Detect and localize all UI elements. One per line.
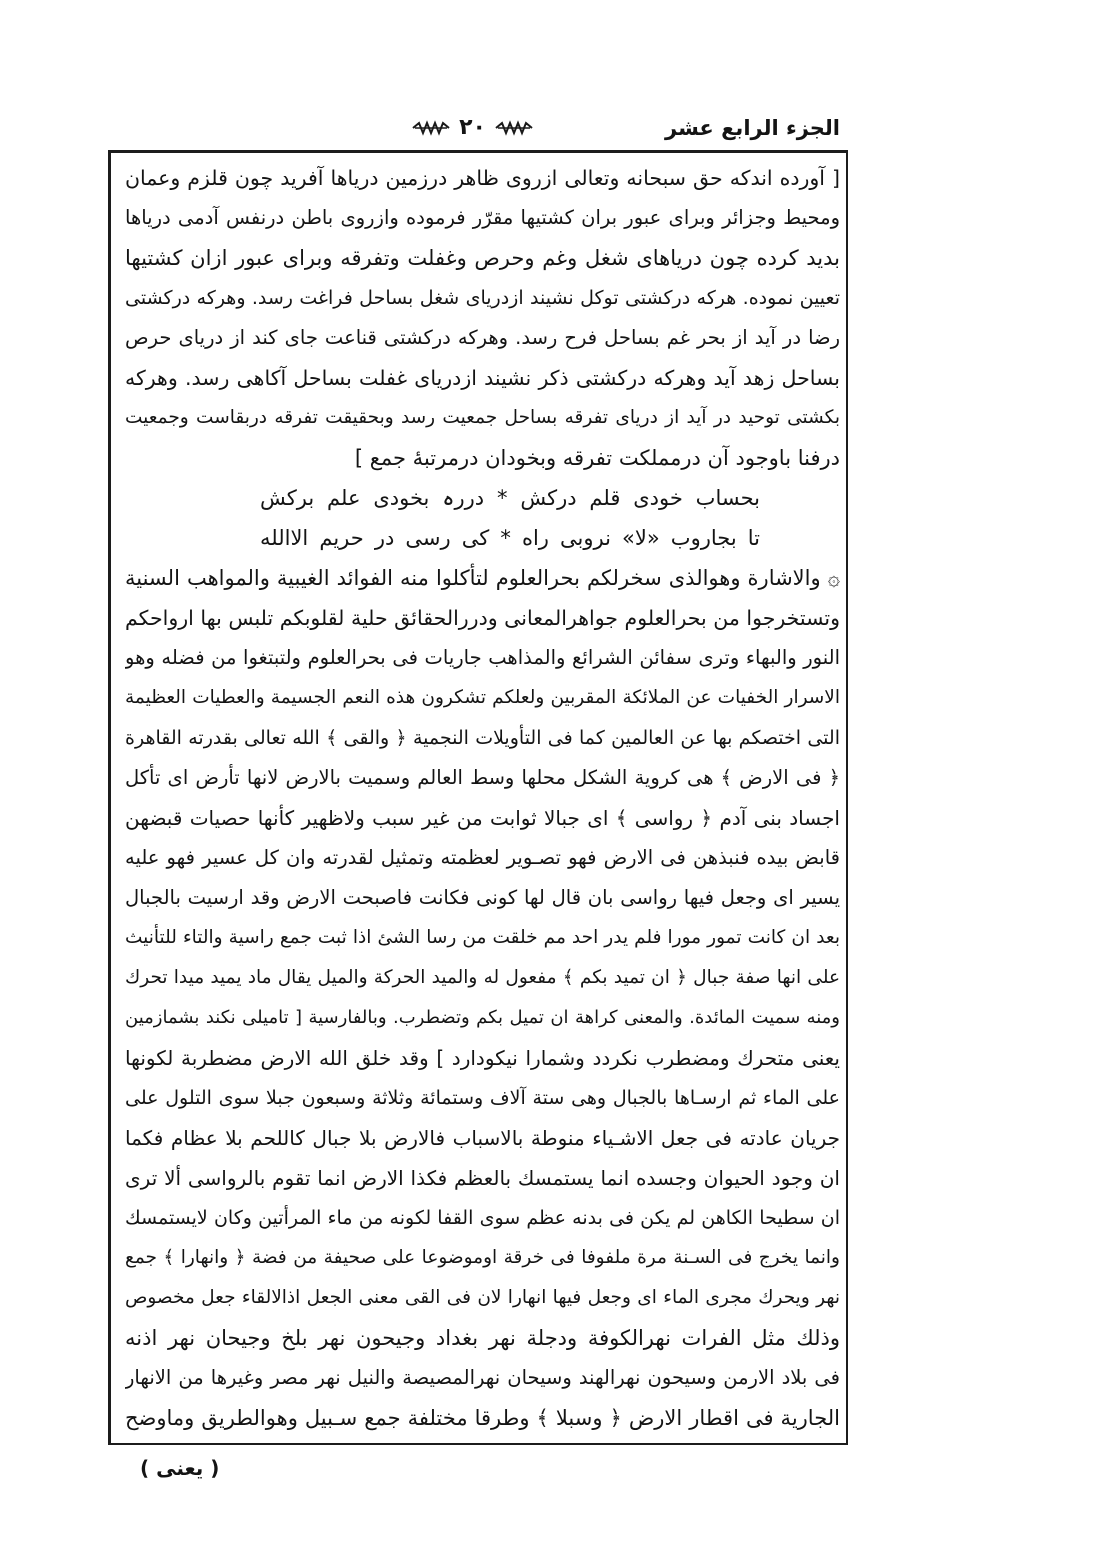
text-line: ان وجود الحيوان وجسده انما يستمسك بالعظم فكذا الارض انما تقوم بالرواسى ألا ترى	[125, 1166, 840, 1190]
text-line: الجارية فى اقطار الارض ﴿ وسبلا ﴾ وطرقا مختلفة جمع سـبيل وهوالطريق وماوضح	[125, 1406, 840, 1430]
verse-line: تا بجاروب «لا» نروبى راه * كى رسى در حريم الاالله	[260, 526, 760, 550]
text-block	[125, 158, 840, 1438]
text-line: وانما يخرج فى السـنة مرة ملفوفا فى خرقة اوموضوعا على صحيفة من فضة ﴿ وانهارا ﴾ جمع	[125, 1247, 840, 1268]
text-line: اجساد بنى آدم ﴿ رواسى ﴾ اى جبالا ثوابت من غير سبب ولاظهير كأنها حصيات قبضهن	[125, 806, 840, 830]
text-line: يسير اى وجعل فيها رواسى بان قال لها كونى فكانت فاصبحت الارض وقد ارسيت بالجبال	[125, 886, 840, 909]
text-line: رضا در آيد از بحر غم بساحل فرح رسد. وهركه دركشتى قناعت جاى كند از درياى حرص	[125, 326, 840, 349]
ornament-right-icon	[494, 120, 534, 136]
text-line: ﴿ فى الارض ﴾ هى كروية الشكل محلها وسط العالم وسميت بالارض لانها تأرض اى تأكل	[125, 766, 840, 789]
ornament-left-icon	[411, 120, 451, 136]
text-line: جريان عادته فى جعل الاشـياء منوطة بالاسباب فالارض بلا جبال كاللحم بلا عظام فكما	[125, 1126, 840, 1150]
text-line: بساحل زهد آيد وهركه دركشتى ذكر نشيند ازدرياى غفلت بساحل آكاهى رسد. وهركه	[125, 366, 840, 390]
text-line: تعيين نموده. هركه دركشتى توكل نشيند ازدرياى شغل بساحل فراغت رسد. وهركه دركشتى	[125, 287, 840, 309]
text-line: ومحيط وجزائر وبراى عبور بران كشتيها مقرّر فرموده وازروى باطن درنفس آدمى درياها	[125, 206, 840, 229]
text-line: الاسرار الخفيات عن الملائكة المقربين ولعلكم تشكرون هذه النعم الجسيمة والعطيات العظيمة	[125, 687, 840, 708]
text-line: على الماء ثم ارسـاها بالجبال وهى ستة آلاف وستمائة وثلاثة وسبعون جبلا سوى التلول على	[125, 1087, 840, 1109]
text-line: يعنى متحرك ومضطرب نكردد وشمارا نيكودارد ] وقد خلق الله الارض مضطربة لكونها	[125, 1046, 840, 1070]
text-line: على انها صفة جبال ﴿ ان تميد بكم ﴾ مفعول له والميد الحركة والميل يقال ماد يميد ميدا تحرك	[125, 967, 840, 988]
text-line: ومنه سميت المائدة. والمعنى كراهة ان تميل بكم وتضطرب. وبالفارسية [ تاميلى نكند بشمازمين	[125, 1007, 840, 1028]
page-number: ٢٠	[459, 115, 486, 140]
text-line: بعد ان كانت تمور مورا فلم يدر احد مم خلقت من رسا الشئ اذا ثبت جمع راسية والتاء للتأنيث	[125, 927, 840, 948]
running-title: الجزء الرابع عشر	[665, 116, 840, 140]
text-line: فى بلاد الارمن وسيحون نهرالهند وسيحان نهرالمصيصة والنيل نهر مصر وغيرها من الانهار	[125, 1366, 840, 1389]
text-line: وتستخرجوا من بحرالعلوم جواهرالمعانى ودررالحقائق حلية لقلوبكم تلبس بها ارواحكم	[125, 606, 840, 630]
page-number-group	[400, 110, 545, 146]
catchword: ( يعنى )	[140, 1456, 220, 1480]
text-line: بكشتى توحيد در آيد از درياى تفرقه بساحل جمعيت رسد وبحقيقت تفرقه دربقاست وجمعيت	[125, 407, 840, 428]
text-line: النور والبهاء وترى سفائن الشرائع والمذاهب جاريات فى بحرالعلوم ولتبتغوا من فضله وهو	[125, 646, 840, 669]
verse-line: بحساب خودى قلم دركش * دررہ بخودى علم بركش	[260, 486, 760, 510]
text-line: ۞ والاشارة وهوالذى سخرلكم بحرالعلوم لتأكلوا منه الفوائد الغيبية والمواهب السنية	[125, 566, 840, 590]
text-line: قابض بيده فنبذهن فى الارض فهو تصـوير لعظمته وتمثيل لقدرته وان كل عسير فهو عليه	[125, 846, 840, 869]
text-line: بديد كرده چون درياهاى شغل وغم وحرص وغفلت وتفرقه وبراى عبور ازان كشتيها	[125, 246, 840, 270]
text-line: وذلك مثل الفرات نهرالكوفة ودجلة نهر بغداد وجيحون نهر بلخ وجيحان نهر اذنه	[125, 1326, 840, 1350]
text-line: نهر ويحرك مجرى الماء اى وجعل فيها انهارا لان فى القى معنى الجعل اذالالقاء جعل مخصوص	[125, 1287, 840, 1308]
text-line: [ آورده اندكه حق سبحانه وتعالى ازروى ظاهر درزمين درياها آفريد چون قلزم وعمان	[125, 166, 840, 190]
text-line: درفنا باوجود آن درمملكت تفرقه وبخودان درمرتبهٔ جمع ]	[354, 446, 840, 470]
text-line: ان سطيحا الكاهن لم يكن فى بدنه عظم سوى القفا لكونه من ماء المرأتين وكان لايستمسك	[125, 1207, 840, 1229]
text-line: التى اختصكم بها عن العالمين كما فى التأويلات النجمية ﴿ والقى ﴾ الله تعالى بقدرته القاهرة	[125, 727, 840, 749]
